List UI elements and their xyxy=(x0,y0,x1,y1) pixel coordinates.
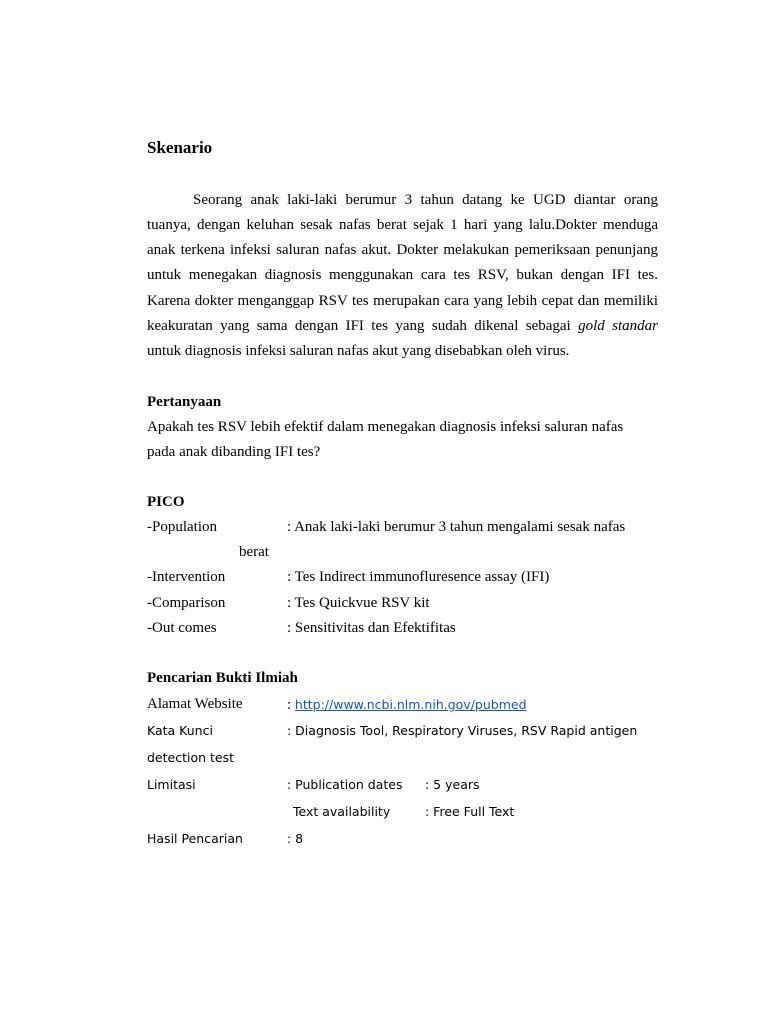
skenario-line-3: anak terkena infeksi saluran nafas akut. Dokter melakukan pemeriksaan penunjang xyxy=(147,242,658,258)
pertanyaan-line-2: pada anak dibanding IFI tes? xyxy=(147,444,321,460)
limitasi-label: Limitasi xyxy=(147,777,196,792)
pubmed-link[interactable]: http://www.ncbi.nlm.nih.gov/pubmed xyxy=(294,697,527,712)
skenario-heading: Skenario xyxy=(147,138,213,157)
website-label: Alamat Website xyxy=(147,696,243,712)
skenario-line-6-text: keakuratan yang sama dengan IFI tes yang sudah dikenal sebagai xyxy=(147,318,571,334)
skenario-line-4: untuk menegakan diagnosis menggunakan cara tes RSV, bukan dengan IFI tes. xyxy=(147,267,658,283)
skenario-line-2: tuanya, dengan keluhan sesak nafas berat sejak 1 hari yang lalu.Dokter menduga xyxy=(147,217,658,233)
gold-standar-term: gold standar xyxy=(578,318,658,334)
website-row xyxy=(287,696,527,714)
pico-population-value: : Anak laki-laki berumur 3 tahun mengalami sesak nafas xyxy=(287,519,626,535)
pencarian-heading: Pencarian Bukti Ilmiah xyxy=(147,670,298,686)
limitasi-key-1: : Publication dates xyxy=(287,777,403,792)
kata-kunci-value: : Diagnosis Tool, Respiratory Viruses, RSV Rapid antigen xyxy=(287,723,638,738)
website-colon: : xyxy=(287,697,295,713)
skenario-line-6 xyxy=(147,318,658,335)
kata-kunci-cont: detection test xyxy=(147,750,235,765)
pertanyaan-line-1: Apakah tes RSV lebih efektif dalam menegakan diagnosis infeksi saluran nafas xyxy=(147,419,624,435)
limitasi-val-1: : 5 years xyxy=(425,777,480,792)
pertanyaan-heading: Pertanyaan xyxy=(147,394,222,410)
hasil-value: : 8 xyxy=(287,831,304,846)
skenario-line-5: Karena dokter menganggap RSV tes merupakan cara yang lebih cepat dan memiliki xyxy=(147,293,658,309)
pico-comparison-label: -Comparison xyxy=(147,595,226,611)
pico-heading: PICO xyxy=(147,494,185,510)
pico-intervention-label: -Intervention xyxy=(147,569,226,585)
hasil-label: Hasil Pencarian xyxy=(147,831,243,846)
pico-comparison-value: : Tes Quickvue RSV kit xyxy=(287,595,430,611)
pico-population-label: -Population xyxy=(147,519,217,535)
pico-outcomes-label: -Out comes xyxy=(147,620,217,636)
limitasi-key-2: Text availability xyxy=(293,804,391,819)
limitasi-val-2: : Free Full Text xyxy=(425,804,515,819)
pico-outcomes-value: : Sensitivitas dan Efektifitas xyxy=(287,620,456,636)
skenario-line-7: untuk diagnosis infeksi saluran nafas akut yang disebabkan oleh virus. xyxy=(147,343,570,359)
pico-intervention-value: : Tes Indirect immunofluresence assay (IFI) xyxy=(287,569,550,585)
kata-kunci-label: Kata Kunci xyxy=(147,723,213,738)
pico-population-cont: berat xyxy=(239,544,269,560)
skenario-line-1: Seorang anak laki-laki berumur 3 tahun datang ke UGD diantar orang xyxy=(193,192,658,208)
